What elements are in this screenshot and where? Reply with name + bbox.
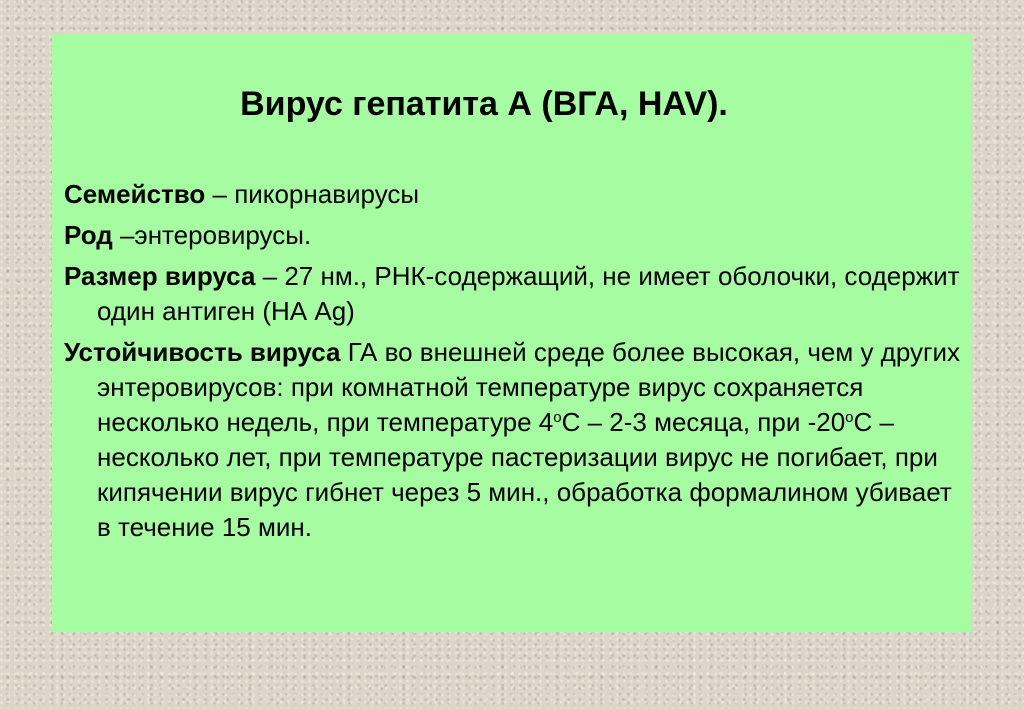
entry-virus-resistance-term: Устойчивость вируса [64,337,341,367]
entry-genus [64,218,964,253]
entry-genus-term: Род [64,220,113,250]
slide-title: Вирус гепатита А (ВГА, HAV). [240,85,728,123]
entry-virus-resistance-text-b: С – 2-3 месяца, при -20 [561,407,846,437]
degree-sign-1: о [553,409,562,426]
entry-virus-resistance-text-a: ГА во внешней среде более высокая, чем у других энтеровирусов: при комнатной температуре вирус сохраняется несколько недель, при температуре 4 [97,337,961,437]
entry-virus-size [64,259,964,329]
entry-genus-text: –энтеровирусы. [112,220,312,250]
entry-virus-size-term: Размер вируса [64,261,256,291]
entry-family-text: – пикорнавирусы [205,179,420,209]
degree-sign-2: о [845,409,854,426]
slide-content [64,177,964,551]
slide-panel [52,34,972,632]
entry-virus-resistance [64,335,964,545]
entry-virus-resistance-text-c: С – несколько лет, при температуре пастеризации вирус не погибает, при кипячении вирус гибнет через 5 мин., обработка формалином убивает в течение 15 мин. [97,407,952,542]
entry-virus-size-text: – 27 нм., РНК-содержащий, не имеет оболочки, содержит один антиген (НА Ag) [97,261,960,326]
entry-family-term: Семейство [64,179,206,209]
entry-family [64,177,964,212]
